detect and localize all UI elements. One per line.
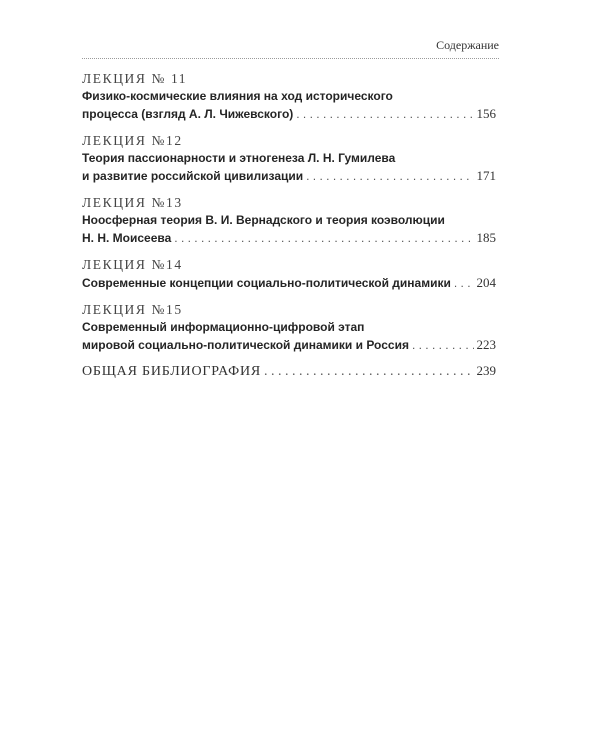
page-number: 156 — [476, 106, 496, 121]
dot-leader — [296, 106, 473, 123]
dot-leader — [454, 275, 474, 292]
table-of-contents — [82, 70, 496, 380]
lecture-title-text: процесса (взгляд А. Л. Чижевского) — [82, 107, 294, 121]
dot-leader — [264, 364, 473, 380]
lecture-heading: ЛЕКЦИЯ №15 — [82, 302, 183, 317]
lecture-title-text: Н. Н. Моисеева — [82, 231, 172, 245]
page-number: 204 — [476, 275, 496, 290]
toc-entry-lecture-15[interactable] — [82, 301, 496, 354]
lecture-title-last-line — [82, 167, 496, 185]
bibliography-label: ОБЩАЯ БИБЛИОГРАФИЯ — [82, 364, 262, 379]
page-number: 185 — [476, 230, 496, 245]
page-number: 239 — [476, 363, 496, 378]
lecture-heading: ЛЕКЦИЯ №13 — [82, 195, 183, 210]
page-number: 171 — [476, 168, 496, 183]
toc-entry-lecture-14[interactable] — [82, 256, 496, 292]
dot-leader — [412, 337, 474, 354]
lecture-heading: ЛЕКЦИЯ №12 — [82, 133, 183, 148]
page-number: 223 — [476, 337, 496, 352]
lecture-title-text: и развитие российской цивилизации — [82, 169, 304, 183]
lecture-title-last-line — [82, 274, 496, 292]
header-divider — [82, 58, 499, 59]
toc-entry-lecture-13[interactable] — [82, 194, 496, 247]
lecture-title-line: Ноосферная теория В. И. Вернадского и теория коэволюции — [82, 213, 445, 227]
dot-leader — [174, 230, 473, 247]
lecture-title-line: Современный информационно-цифровой этап — [82, 320, 365, 334]
toc-entry-lecture-12[interactable] — [82, 132, 496, 185]
lecture-title-line: Теория пассионарности и этногенеза Л. Н. Гумилева — [82, 151, 396, 165]
lecture-title-last-line — [82, 336, 496, 354]
lecture-title-text: Современные концепции социально-политической динамики — [82, 276, 451, 290]
toc-entry-bibliography[interactable] — [82, 363, 496, 380]
running-head: Содержание — [436, 38, 499, 52]
dot-leader — [306, 168, 473, 185]
lecture-title-last-line — [82, 105, 496, 123]
lecture-heading: ЛЕКЦИЯ № 11 — [82, 71, 188, 86]
toc-entry-lecture-11[interactable] — [82, 70, 496, 123]
lecture-title-line: Физико-космические влияния на ход исторического — [82, 89, 393, 103]
lecture-title-text: мировой социально-политической динамики и Россия — [82, 338, 409, 352]
lecture-heading: ЛЕКЦИЯ №14 — [82, 257, 183, 272]
lecture-title-last-line — [82, 229, 496, 247]
